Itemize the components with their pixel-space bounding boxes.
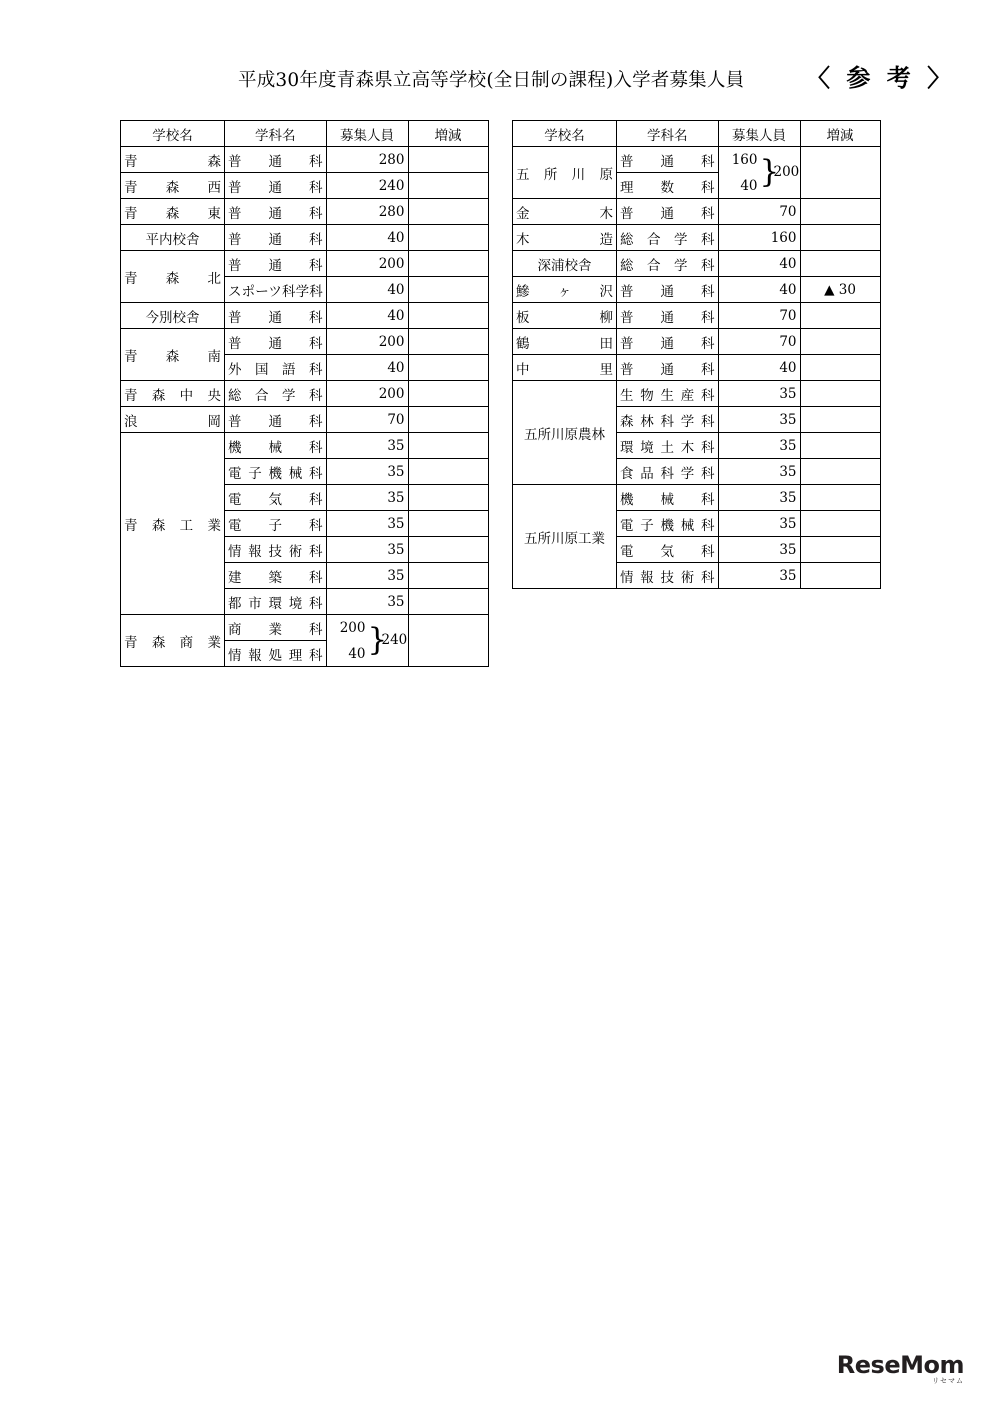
table-header-row [121, 121, 489, 147]
department-name: 普 通 科 [225, 147, 327, 173]
change-value [408, 355, 488, 381]
column-header-school: 学校名 [513, 121, 617, 147]
quota-value: 35 [718, 407, 800, 433]
table-row [513, 251, 881, 277]
department-name: 電 子 機 械 科 [225, 459, 327, 485]
table-row [121, 329, 489, 355]
department-name: 総 合 学 科 [225, 381, 327, 407]
quota-value: 35 [326, 433, 408, 459]
department-name: 電 子 科 [225, 511, 327, 537]
quota-value: 40 [718, 251, 800, 277]
left-quota-table [120, 120, 489, 667]
page-title: 平成30年度青森県立高等学校(全日制の課程)入学者募集人員 [238, 70, 745, 91]
table-row [513, 225, 881, 251]
quota-value: 160 [718, 225, 800, 251]
department-name: 都 市 環 境 科 [225, 589, 327, 615]
table-row [121, 251, 489, 277]
column-header-change: 増減 [800, 121, 880, 147]
school-name: 青 森 中 央 [121, 381, 225, 407]
change-value [408, 381, 488, 407]
department-name: 外 国 語 科 [225, 355, 327, 381]
change-value [800, 511, 880, 537]
department-name: 普 通 科 [617, 303, 719, 329]
school-name: 青 森 西 [121, 173, 225, 199]
table-row [121, 147, 489, 173]
department-name: 普 通 科 [225, 251, 327, 277]
table-row [513, 485, 881, 511]
column-header-department: 学科名 [225, 121, 327, 147]
quota-brace-group [326, 615, 408, 667]
school-name: 深浦校舎 [513, 251, 617, 277]
quota-value: 35 [326, 537, 408, 563]
department-name: 情 報 技 術 科 [617, 563, 719, 589]
change-value [800, 485, 880, 511]
department-name: 機 械 科 [225, 433, 327, 459]
quota-value-first: 200 [339, 620, 366, 636]
table-row [513, 381, 881, 407]
quota-value: 35 [718, 537, 800, 563]
school-name: 青 森 工 業 [121, 433, 225, 615]
department-name: 普 通 科 [617, 329, 719, 355]
change-value [408, 485, 488, 511]
quota-value-second: 40 [348, 646, 366, 662]
change-value [800, 563, 880, 589]
change-value [408, 615, 488, 667]
table-row [513, 355, 881, 381]
change-value [800, 225, 880, 251]
change-value [800, 251, 880, 277]
change-value [408, 511, 488, 537]
school-name: 青 森 東 [121, 199, 225, 225]
column-header-school: 学校名 [121, 121, 225, 147]
column-header-quota: 募集人員 [326, 121, 408, 147]
quota-value-first: 160 [731, 152, 758, 168]
change-value [408, 225, 488, 251]
department-name: 総 合 学 科 [617, 251, 719, 277]
brace-icon: } [759, 154, 780, 190]
change-value [800, 537, 880, 563]
brace-icon: } [367, 622, 388, 658]
column-header-quota: 募集人員 [718, 121, 800, 147]
right-quota-table [512, 120, 881, 589]
change-value [800, 199, 880, 225]
quota-value: 35 [326, 589, 408, 615]
table-row [121, 199, 489, 225]
department-name: 建 築 科 [225, 563, 327, 589]
change-value [408, 251, 488, 277]
quota-value: 240 [326, 173, 408, 199]
change-value [408, 433, 488, 459]
table-row [513, 329, 881, 355]
change-value [800, 381, 880, 407]
table-row [121, 303, 489, 329]
change-value [408, 589, 488, 615]
change-value [800, 459, 880, 485]
change-value [408, 199, 488, 225]
department-name: 電 気 科 [617, 537, 719, 563]
table-header-row [513, 121, 881, 147]
change-value [408, 303, 488, 329]
quota-value: 40 [326, 277, 408, 303]
change-value [408, 173, 488, 199]
column-header-change: 増減 [408, 121, 488, 147]
school-name: 五所川原工業 [513, 485, 617, 589]
reference-badge: 〈 参 考 〉 [806, 63, 956, 92]
change-value [800, 303, 880, 329]
quota-value: 35 [326, 459, 408, 485]
department-name: 普 通 科 [225, 173, 327, 199]
resemom-logo [837, 1351, 964, 1386]
department-name: 普 通 科 [617, 355, 719, 381]
change-value [800, 329, 880, 355]
department-name: 電 子 機 械 科 [617, 511, 719, 537]
department-name: 普 通 科 [617, 147, 719, 173]
change-value [408, 459, 488, 485]
quota-value: 35 [326, 485, 408, 511]
table-row [513, 199, 881, 225]
quota-value: 40 [718, 277, 800, 303]
department-name: 機 械 科 [617, 485, 719, 511]
quota-total: 240 [381, 632, 408, 648]
quota-value: 280 [326, 147, 408, 173]
change-value [800, 407, 880, 433]
department-name: 商 業 科 [225, 615, 327, 641]
change-value [800, 147, 880, 199]
school-name: 木 造 [513, 225, 617, 251]
change-value: ▲ 30 [800, 277, 880, 303]
quota-value: 200 [326, 329, 408, 355]
school-name: 鶴 田 [513, 329, 617, 355]
school-name: 今別校舎 [121, 303, 225, 329]
quota-value: 35 [718, 433, 800, 459]
department-name: 総 合 学 科 [617, 225, 719, 251]
quota-value: 35 [718, 563, 800, 589]
change-value [800, 355, 880, 381]
school-name: 青 森 商 業 [121, 615, 225, 667]
change-value [800, 433, 880, 459]
quota-value: 200 [326, 381, 408, 407]
change-value [408, 147, 488, 173]
quota-value: 40 [718, 355, 800, 381]
table-row [121, 407, 489, 433]
department-name: 普 通 科 [617, 199, 719, 225]
department-name: 普 通 科 [225, 225, 327, 251]
change-value [408, 537, 488, 563]
school-name: 金 木 [513, 199, 617, 225]
school-name: 鰺 ヶ 沢 [513, 277, 617, 303]
quota-value: 40 [326, 355, 408, 381]
logo-subtext: リセマム [932, 1377, 964, 1385]
department-name: 生 物 生 産 科 [617, 381, 719, 407]
change-value [408, 277, 488, 303]
school-name: 青 森 [121, 147, 225, 173]
department-name: 普 通 科 [225, 407, 327, 433]
department-name: 情 報 処 理 科 [225, 641, 327, 667]
table-row [121, 173, 489, 199]
school-name: 青 森 南 [121, 329, 225, 381]
department-name: 電 気 科 [225, 485, 327, 511]
logo-wordmark: ReseMom [836, 1351, 964, 1379]
table-row-grouped [121, 615, 489, 641]
quota-value: 35 [718, 485, 800, 511]
department-name: 普 通 科 [225, 329, 327, 355]
column-header-department: 学科名 [617, 121, 719, 147]
quota-value: 70 [326, 407, 408, 433]
change-value [408, 407, 488, 433]
table-row [121, 433, 489, 459]
school-name: 五 所 川 原 [513, 147, 617, 199]
quota-value: 280 [326, 199, 408, 225]
quota-value: 35 [326, 511, 408, 537]
department-name: 普 通 科 [225, 199, 327, 225]
school-name: 中 里 [513, 355, 617, 381]
quota-value: 35 [718, 511, 800, 537]
quota-brace-group [718, 147, 800, 199]
department-name: 普 通 科 [225, 303, 327, 329]
school-name: 五所川原農林 [513, 381, 617, 485]
table-row [513, 303, 881, 329]
department-name: 森 林 科 学 科 [617, 407, 719, 433]
department-name: 環 境 土 木 科 [617, 433, 719, 459]
quota-value: 35 [718, 381, 800, 407]
table-row [513, 277, 881, 303]
school-name: 浪 岡 [121, 407, 225, 433]
school-name: 板 柳 [513, 303, 617, 329]
school-name: 青 森 北 [121, 251, 225, 303]
table-row [121, 225, 489, 251]
quota-value: 35 [326, 563, 408, 589]
department-name: 理 数 科 [617, 173, 719, 199]
quota-value: 35 [718, 459, 800, 485]
quota-value: 40 [326, 225, 408, 251]
department-name: スポーツ科学科 [225, 277, 327, 303]
quota-value: 70 [718, 329, 800, 355]
table-row-grouped [513, 147, 881, 173]
department-name: 食 品 科 学 科 [617, 459, 719, 485]
department-name: 情 報 技 術 科 [225, 537, 327, 563]
quota-value: 70 [718, 303, 800, 329]
change-value [408, 329, 488, 355]
quota-value: 200 [326, 251, 408, 277]
change-value [408, 563, 488, 589]
quota-total: 200 [773, 164, 800, 180]
table-row [121, 381, 489, 407]
quota-value-second: 40 [740, 178, 758, 194]
department-name: 普 通 科 [617, 277, 719, 303]
school-name: 平内校舎 [121, 225, 225, 251]
quota-value: 40 [326, 303, 408, 329]
quota-value: 70 [718, 199, 800, 225]
